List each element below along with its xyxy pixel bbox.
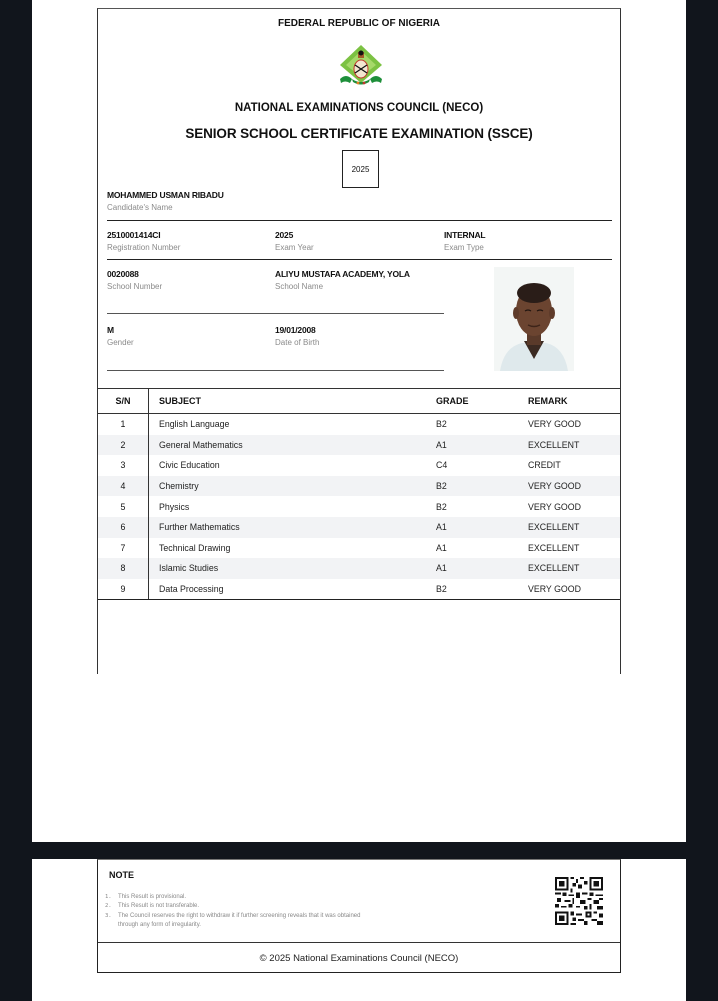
table-row <box>98 435 620 456</box>
exam-type-field <box>444 230 485 252</box>
table-header <box>98 389 620 414</box>
country-title: FEDERAL REPUBLIC OF NIGERIA <box>277 18 441 29</box>
divider <box>107 220 612 221</box>
header-sn: S/N <box>98 389 149 413</box>
cell-subject: Further Mathematics <box>159 522 240 533</box>
school-number-label: School Number <box>107 282 163 291</box>
cell-sn: 8 <box>98 558 149 579</box>
registration-field <box>107 230 180 252</box>
coat-of-arms-icon <box>336 43 386 91</box>
cell-grade: B2 <box>436 584 447 595</box>
table-row <box>98 476 620 497</box>
divider <box>107 259 612 260</box>
cell-remark: EXCELLENT <box>528 522 580 533</box>
footer-divider <box>98 942 620 943</box>
cell-subject: Data Processing <box>159 584 224 595</box>
cell-sn: 9 <box>98 579 149 600</box>
exam-type: INTERNAL <box>444 230 486 240</box>
header-grade: GRADE <box>436 396 469 406</box>
cell-grade: A1 <box>436 542 447 553</box>
school-name-label: School Name <box>275 282 324 291</box>
note-title: NOTE <box>109 870 135 880</box>
exam-title: SENIOR SCHOOL CERTIFICATE EXAMINATION (SSCE) <box>185 126 533 141</box>
note-text: This Result is not transferable. <box>118 903 200 910</box>
dob-field <box>275 325 319 347</box>
school-name: ALIYU MUSTAFA ACADEMY, YOLA <box>275 269 410 279</box>
table-row <box>98 517 620 538</box>
results-table <box>98 388 620 600</box>
school-number: 0020088 <box>107 269 139 279</box>
gender-field <box>107 325 134 347</box>
result-page-2 <box>32 859 686 1001</box>
candidate-photo <box>494 267 574 371</box>
result-frame <box>97 8 621 674</box>
cell-remark: CREDIT <box>528 460 561 471</box>
note-number: 3. <box>105 912 112 919</box>
divider <box>107 313 444 314</box>
cell-grade: B2 <box>436 501 447 512</box>
table-row <box>98 538 620 559</box>
candidate-name-label: Candidate's Name <box>107 203 173 212</box>
note-text: The Council reserves the right to withdraw it if further screening reveals that it was obtained through any form of irregularity. <box>118 912 361 929</box>
cell-subject: Physics <box>159 501 190 512</box>
result-page-1 <box>32 0 686 842</box>
cell-remark: EXCELLENT <box>528 542 580 553</box>
cell-sn: 7 <box>98 538 149 559</box>
divider <box>107 370 444 371</box>
cell-subject: Islamic Studies <box>159 563 219 574</box>
cell-subject: Civic Education <box>159 460 220 471</box>
date-of-birth: 19/01/2008 <box>275 325 316 335</box>
cell-remark: VERY GOOD <box>528 419 581 430</box>
header-remark: REMARK <box>528 396 568 406</box>
table-row <box>98 496 620 517</box>
table-row <box>98 455 620 476</box>
cell-sn: 5 <box>98 496 149 517</box>
note-text: This Result is provisional. <box>118 894 187 900</box>
gender: M <box>107 325 114 335</box>
dob-label: Date of Birth <box>275 338 320 347</box>
cell-subject: General Mathematics <box>159 439 243 450</box>
note-number: 1. <box>105 894 112 900</box>
note-item <box>105 893 380 902</box>
note-item <box>105 902 380 911</box>
school-name-field <box>275 269 410 291</box>
cell-grade: B2 <box>436 419 447 430</box>
note-item <box>105 912 380 931</box>
table-row <box>98 414 620 435</box>
cell-remark: VERY GOOD <box>528 481 581 492</box>
cell-sn: 3 <box>98 455 149 476</box>
note-list <box>105 893 380 931</box>
registration-number: 2510001414CI <box>107 230 161 240</box>
gender-label: Gender <box>107 338 134 347</box>
exam-year-box: 2025 <box>342 150 379 188</box>
candidate-name-field <box>107 190 224 212</box>
school-number-field <box>107 269 162 291</box>
table-body <box>98 414 620 599</box>
cell-grade: C4 <box>436 460 448 471</box>
candidate-name: MOHAMMED USMAN RIBADU <box>107 190 224 200</box>
exam-year-field <box>275 230 314 252</box>
cell-grade: A1 <box>436 522 447 533</box>
cell-remark: VERY GOOD <box>528 501 581 512</box>
cell-grade: A1 <box>436 563 447 574</box>
cell-sn: 1 <box>98 414 149 435</box>
cell-subject: Chemistry <box>159 481 199 492</box>
exam-year: 2025 <box>275 230 294 240</box>
cell-remark: VERY GOOD <box>528 584 581 595</box>
table-row <box>98 558 620 579</box>
qr-code-icon[interactable] <box>555 877 603 925</box>
cell-sn: 2 <box>98 435 149 456</box>
exam-year-label: Exam Year <box>275 243 314 252</box>
exam-type-label: Exam Type <box>444 243 484 252</box>
council-name: NATIONAL EXAMINATIONS COUNCIL (NECO) <box>234 102 484 114</box>
cell-remark: EXCELLENT <box>528 563 580 574</box>
copyright-text: © 2025 National Examinations Council (NECO) <box>259 953 459 964</box>
cell-sn: 4 <box>98 476 149 497</box>
cell-subject: English Language <box>159 419 230 430</box>
header-subject: SUBJECT <box>159 396 202 406</box>
table-row <box>98 579 620 600</box>
note-number: 2. <box>105 903 112 910</box>
cell-grade: B2 <box>436 481 447 492</box>
note-frame <box>97 859 621 973</box>
cell-grade: A1 <box>436 439 447 450</box>
cell-remark: EXCELLENT <box>528 439 580 450</box>
cell-subject: Technical Drawing <box>159 542 231 553</box>
registration-label: Registration Number <box>107 243 181 252</box>
cell-sn: 6 <box>98 517 149 538</box>
